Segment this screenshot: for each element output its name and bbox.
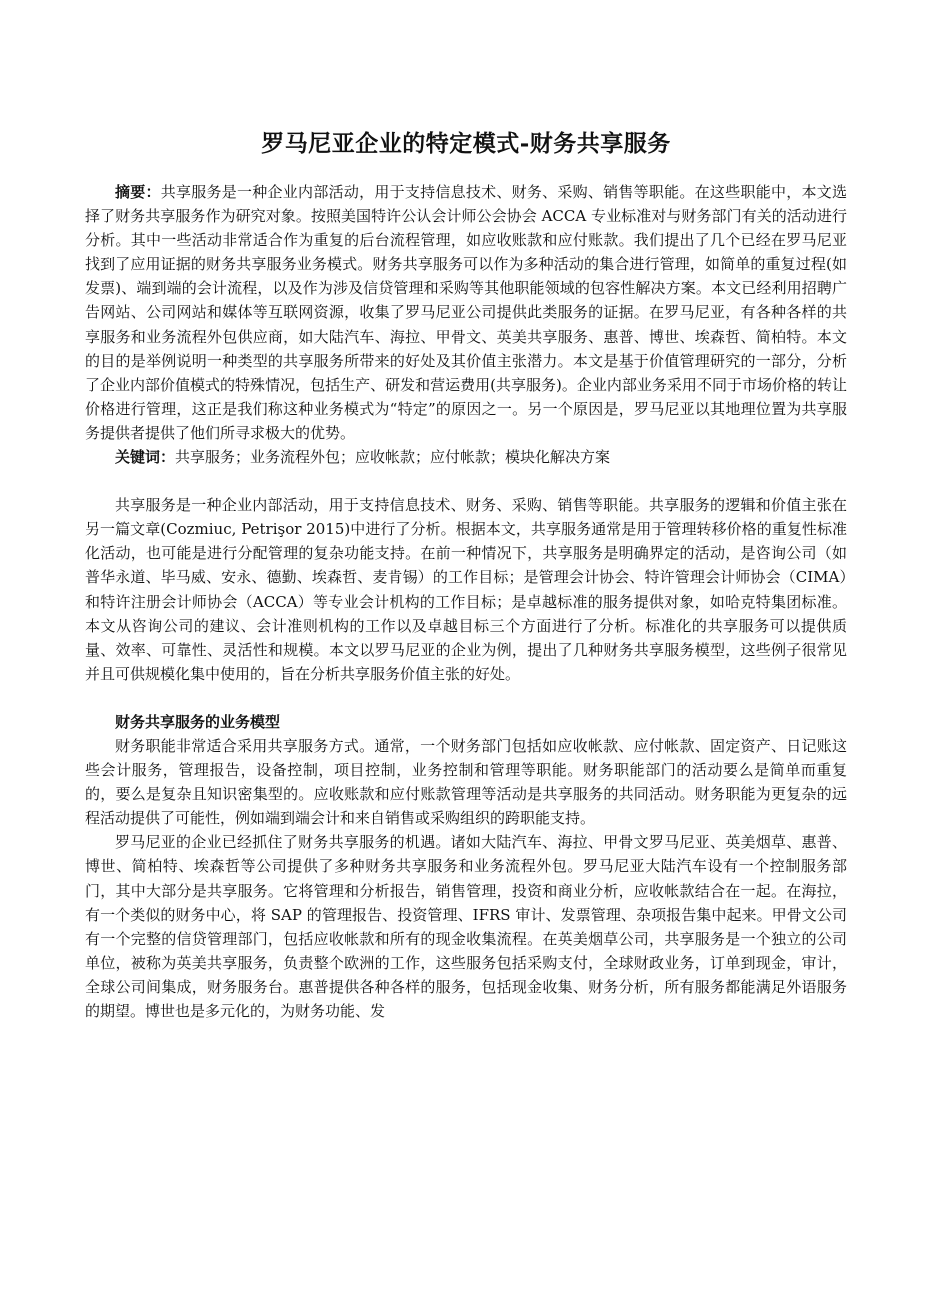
section-paragraph-1: 财务职能非常适合采用共享服务方式。通常，一个财务部门包括如应收帐款、应付帐款、固定资产、日记账这些会计服务，管理报告，设备控制，项目控制，业务控制和管理等职能。财务职能部门的活动要么是简单而重复的，要么是复杂且知识密集型的。应收账款和应付账款管理等活动是共享服务的共同活动。财务职能为更复杂的远程活动提供了可能性，例如端到端会计和来自销售或采购组织的跨职能支持。 — [85, 736, 847, 828]
abstract-text: 共享服务是一种企业内部活动，用于支持信息技术、财务、采购、销售等职能。在这些职能中，本文选择了财务共享服务作为研究对象。按照美国特许公认会计师公会协会 ACCA 专业标准对与财务部门有关的活动进行分析。其中一些活动非常适合作为重复的后台流程管理，如应收账款和应付账款。我们提出了几个已经在罗马尼亚找到了应用证据的财务共享服务业务模式。财务共享服务可以作为多种活动的集合进行管理，如简单的重复过程(如发票)、端到端的会计流程，以及作为涉及信贷管理和采购等其他职能领域的包容性解决方案。本文已经利用招聘广告网站、公司网站和媒体等互联网资源，收集了罗马尼亚公司提供此类服务的证据。在罗马尼亚，有各种各样的共享服务和业务流程外包供应商，如大陆汽车、海拉、甲骨文、英美共享服务、惠普、博世、埃森哲、简柏特。本文的目的是举例说明一种类型的共享服务所带来的好处及其价值主张潜力。本文是基于价值管理研究的一部分，分析了企业内部价值模式的特殊情况，包括生产、研发和营运费用(共享服务)。企业内部业务采用不同于市场价格的转让价格进行管理，这正是我们称这种业务模式为“特定”的原因之一。另一个原因是，罗马尼亚以其地理位置为共享服务提供者提供了他们所寻求极大的优势。 — [85, 183, 847, 442]
section-heading: 财务共享服务的业务模型 — [115, 712, 281, 731]
abstract-label: 摘要： — [115, 183, 161, 201]
abstract-paragraph — [85, 180, 847, 445]
document-title: 罗马尼亚企业的特定模式-财务共享服务 — [261, 130, 671, 157]
intro-paragraph: 共享服务是一种企业内部活动，用于支持信息技术、财务、采购、销售等职能。共享服务的逻辑和价值主张在另一篇文章(Cozmiuc, Petrişor 2015)中进行了分析。根据本文，共享服务通常是用于管理转移价格的重复性标准化活动，也可能是进行分配管理的复杂功能支持。在前一种情况下，共享服务是明确界定的活动，是咨询公司（如普华永道、毕马威、安永、德勤、埃森哲、麦肯锡）的工作目标；是管理会计协会、特许管理会计师协会（CIMA）和特许注册会计师协会（ACCA）等专业会计机构的工作目标；是卓越标准的服务提供对象，如哈克特集团标准。本文从咨询公司的建议、会计准则机构的工作以及卓越目标三个方面进行了分析。标准化的共享服务可以提供质量、效率、可靠性、灵活性和规模。本文以罗马尼亚的企业为例，提出了几种财务共享服务模型，这些例子很常见并且可供规模化集中使用的，旨在分析共享服务价值主张的好处。 — [85, 496, 847, 683]
keywords-text: 共享服务；业务流程外包；应收帐款；应付帐款；模块化解决方案 — [175, 448, 611, 467]
section-paragraph-2: 罗马尼亚的企业已经抓住了财务共享服务的机遇。诸如大陆汽车、海拉、甲骨文罗马尼亚、英美烟草、惠普、博世、简柏特、埃森哲等公司提供了多种财务共享服务和业务流程外包。罗马尼亚大陆汽车设有一个控制服务部门，其中大部分是共享服务。它将管理和分析报告，销售管理，投资和商业分析，应收帐款结合在一起。在海拉，有一个类似的财务中心，将 SAP 的管理报告、投资管理、IFRS 审计、发票管理、杂项报告集中起来。甲骨文公司有一个完整的信贷管理部门，包括应收帐款和所有的现金收集流程。在英美烟草公司，共享服务是一个独立的公司单位，被称为英美共享服务，负责整个欧洲的工作，这些服务包括采购支付，全球财政业务，订单到现金，审计，全球公司间集成，财务服务台。惠普提供各种各样的服务，包括现金收集、财务分析，所有服务都能满足外语服务的期望。博世也是多元化的，为财务功能、发 — [85, 833, 847, 1020]
document-page — [85, 128, 847, 1023]
keywords-paragraph — [85, 445, 847, 469]
keywords-label: 关键词： — [115, 448, 176, 467]
